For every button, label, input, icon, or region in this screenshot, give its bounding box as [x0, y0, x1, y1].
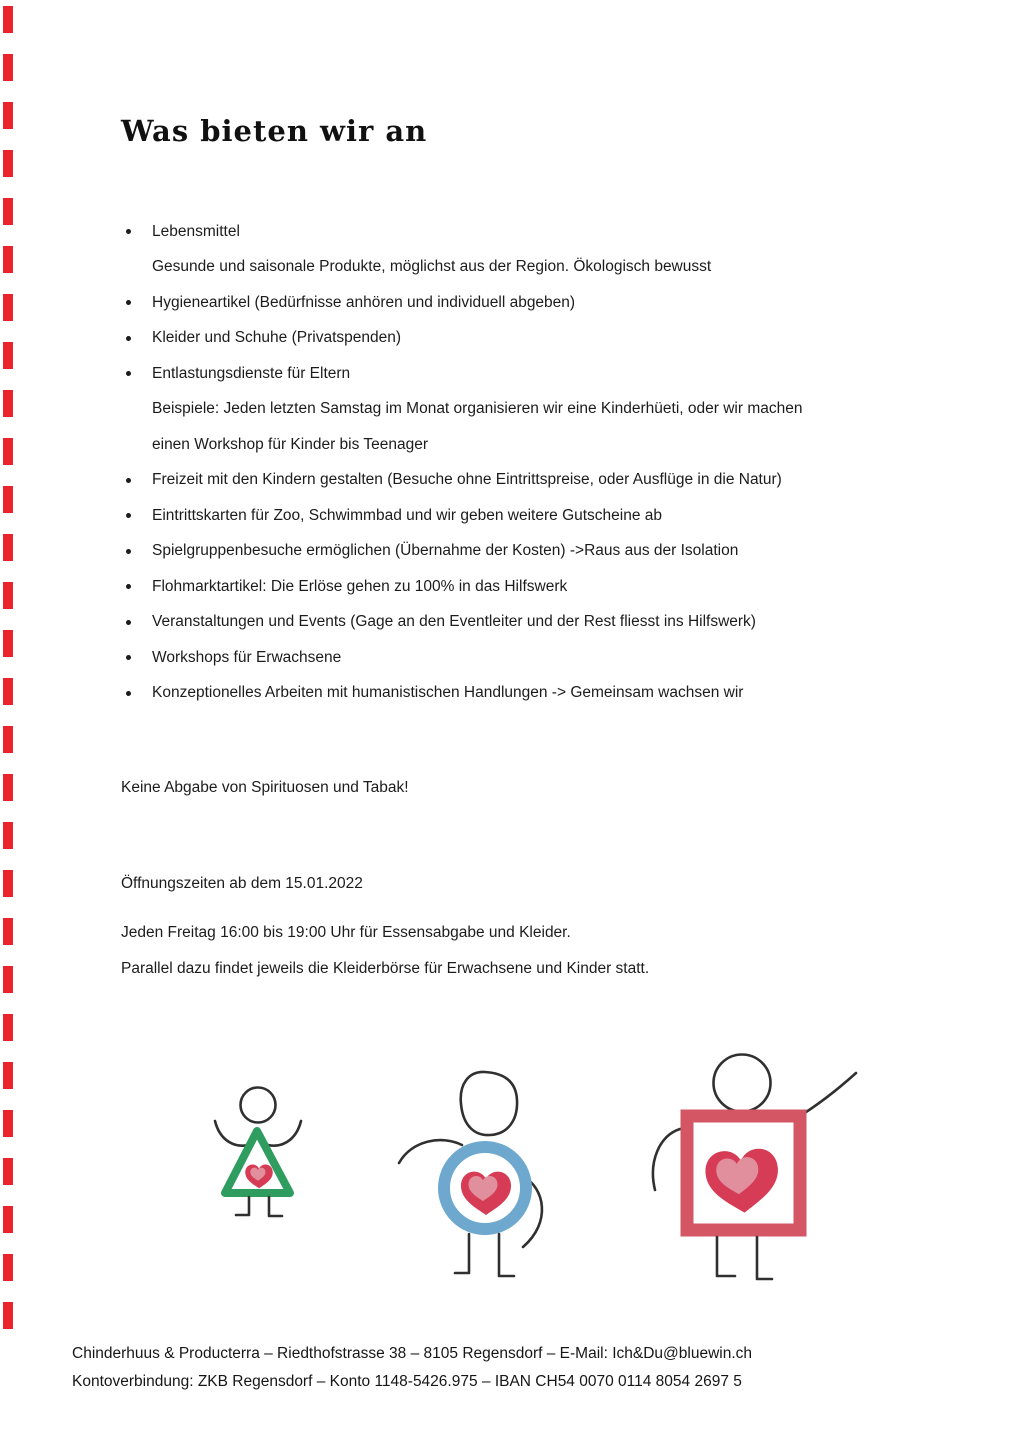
- bullet-item: [121, 605, 931, 641]
- bullet-item: [121, 569, 931, 605]
- figure-child-triangle: [215, 1088, 301, 1217]
- page-title: Was bieten wir an: [121, 114, 428, 148]
- bullet-item: [121, 463, 931, 499]
- figure-person-circle: [399, 1072, 542, 1276]
- figure-person-square: [653, 1055, 856, 1280]
- left-leg: [455, 1234, 469, 1273]
- head-outline: [714, 1055, 771, 1112]
- bullet-dot: [126, 620, 131, 625]
- offer-list: [121, 214, 931, 711]
- head-outline: [241, 1088, 276, 1123]
- bullet-text: Freizeit mit den Kindern gestalten (Besuche ohne Eintrittspreise, oder Ausflüge in die Natur): [152, 471, 782, 489]
- bullet-dot: [126, 478, 131, 483]
- bullet-dot: [126, 336, 131, 341]
- right-leg: [499, 1234, 514, 1276]
- bullet-dot: [126, 229, 131, 234]
- bullet-dot: [126, 300, 131, 305]
- left-leg: [717, 1237, 735, 1276]
- left-arm: [653, 1129, 680, 1190]
- bullet-text: Kleider und Schuhe (Privatspenden): [152, 329, 402, 347]
- bullet-text: Beispiele: Jeden letzten Samstag im Monat organisieren wir eine Kinderhüeti, oder wir machen: [152, 400, 803, 418]
- bullet-text: Flohmarktartikel: Die Erlöse gehen zu 100% in das Hilfswerk: [152, 577, 568, 595]
- bullet-item-continuation: [121, 250, 931, 286]
- right-leg: [757, 1237, 772, 1279]
- heart-icon: [704, 1147, 781, 1215]
- bullet-dot: [126, 549, 131, 554]
- bullet-text: Spielgruppenbesuche ermöglichen (Übernahme der Kosten) ->Raus aus der Isolation: [152, 542, 739, 560]
- right-arm: [268, 1121, 301, 1146]
- bullet-item-continuation: [121, 427, 931, 463]
- opening-hours-line2: Parallel dazu findet jeweils die Kleiderbörse für Erwachsene und Kinder statt.: [121, 960, 650, 977]
- footer-address-line: Chinderhuus & Producterra – Riedthofstrasse 38 – 8105 Regensdorf – E-Mail: Ich&Du@bluewin.ch: [72, 1345, 753, 1362]
- bullet-item: [121, 214, 931, 250]
- bullet-item: [121, 285, 931, 321]
- bullet-item: [121, 676, 931, 712]
- bullet-dot: [126, 513, 131, 518]
- bullet-item: [121, 321, 931, 357]
- bullet-item: [121, 498, 931, 534]
- bullet-text: Entlastungsdienste für Eltern: [152, 364, 351, 382]
- bullet-dot: [126, 691, 131, 696]
- right-leg: [269, 1197, 282, 1216]
- heart-icon: [461, 1172, 511, 1215]
- stick-figure-illustrations: [180, 1045, 870, 1310]
- no-alcohol-note: Keine Abgabe von Spirituosen und Tabak!: [121, 779, 409, 796]
- bullet-text: einen Workshop für Kinder bis Teenager: [152, 435, 429, 453]
- bullet-dot: [126, 371, 131, 376]
- head-outline: [461, 1072, 517, 1135]
- opening-hours-heading: Öffnungszeiten ab dem 15.01.2022: [121, 875, 363, 892]
- bullet-item: [121, 640, 931, 676]
- heart-icon: [245, 1164, 273, 1188]
- left-leg: [236, 1197, 249, 1215]
- bullet-text: Hygieneartikel (Bedürfnisse anhören und individuell abgeben): [152, 293, 576, 311]
- bullet-text: Veranstaltungen und Events (Gage an den Eventleiter und der Rest fliesst ins Hilfswerk): [152, 613, 756, 631]
- bullet-item: [121, 534, 931, 570]
- bullet-dot: [126, 655, 131, 660]
- bullet-text: Eintrittskarten für Zoo, Schwimmbad und wir geben weitere Gutscheine ab: [152, 506, 663, 524]
- bullet-text: Workshops für Erwachsene: [152, 648, 342, 666]
- bullet-text: Lebensmittel: [152, 222, 240, 240]
- bullet-dot: [126, 584, 131, 589]
- footer-bank-line: Kontoverbindung: ZKB Regensdorf – Konto 1148-5426.975 – IBAN CH54 0070 0114 8054 2697 5: [72, 1373, 742, 1390]
- footer: [72, 1340, 972, 1396]
- bullet-text: Gesunde und saisonale Produkte, möglichst aus der Region. Ökologisch bewusst: [152, 258, 712, 276]
- bullet-item: [121, 356, 931, 392]
- scan-edge-marks: [3, 6, 13, 1336]
- bullet-text: Konzeptionelles Arbeiten mit humanistischen Handlungen -> Gemeinsam wachsen wir: [152, 684, 744, 702]
- opening-hours-line1: Jeden Freitag 16:00 bis 19:00 Uhr für Essensabgabe und Kleider.: [121, 924, 571, 941]
- left-arm: [215, 1121, 248, 1146]
- bullet-item-continuation: [121, 392, 931, 428]
